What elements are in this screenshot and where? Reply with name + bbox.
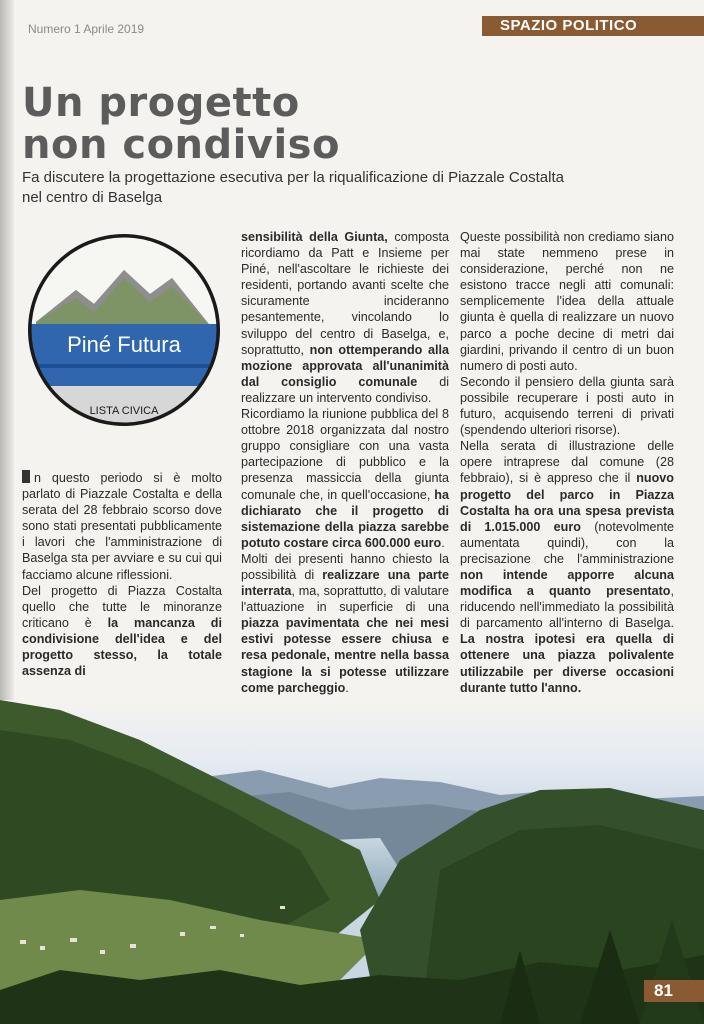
paragraph bbox=[22, 470, 222, 583]
title-line-1: Un progetto bbox=[22, 80, 300, 126]
emphasis-text: la mancanza di condivisione dell'idea e del progetto stesso, la totale assenza di bbox=[22, 615, 222, 679]
paragraph bbox=[241, 406, 449, 551]
article-column-1 bbox=[22, 470, 222, 679]
paragraph-text: (notevolmente aumentata quindi), con la precisazione che l'amministrazione bbox=[460, 519, 674, 566]
emphasis-text: La nostra ipotesi era quella di ottenere una piazza polivalente utilizzabile per diverse occasioni durante tutto l'anno. bbox=[460, 632, 674, 695]
article-title bbox=[22, 82, 340, 166]
paragraph bbox=[22, 583, 222, 680]
paragraph-text: . bbox=[345, 680, 349, 695]
pine-futura-logo bbox=[26, 232, 222, 428]
paragraph bbox=[241, 551, 449, 696]
paragraph-text: , ma, soprattutto, di valutare l'attuazione in superficie di una bbox=[241, 584, 449, 615]
emphasis-text: piazza pavimentata che nei mesi estivi potesse essere chiusa e resa pedonale, mentre nella bassa stagione la si potesse utilizzare come parcheggio bbox=[241, 616, 449, 695]
emphasis-text: realizzare una parte interrata bbox=[241, 567, 449, 599]
emphasis-text: sensibilità della Giunta, bbox=[241, 230, 388, 244]
paragraph-text: Ricordiamo la riunione pubblica del 8 ottobre 2018 organizzata dal nostro gruppo consigliare con una vasta partecipazione di pubblico e la presenza massiccia della giunta comunale che, in quell'occasione, bbox=[241, 407, 449, 502]
issue-label: Numero 1 Aprile 2019 bbox=[28, 22, 145, 36]
paragraph: Secondo il pensiero della giunta sarà possibile recuperare i posti auto in futuro, acquisendo terreni di privati (spendendo ulteriori risorse). bbox=[460, 374, 674, 438]
emphasis-text: non ottemperando alla mozione approvata all'unanimità dal consiglio comunale bbox=[241, 342, 449, 389]
paragraph-text: . bbox=[441, 535, 445, 550]
landscape-photo bbox=[0, 700, 704, 1024]
emphasis-text: non intende apporre alcuna modifica a quanto presentato bbox=[460, 567, 674, 599]
emphasis-text: nuovo progetto del parco in Piazza Costalta ha ora una spesa prevista di 1.015.000 euro bbox=[460, 471, 674, 534]
paragraph-text: di realizzare un intervento condiviso. bbox=[241, 374, 449, 405]
article-column-3 bbox=[460, 229, 674, 696]
paragraph-text: Molti dei presenti hanno chiesto la possibilità di bbox=[241, 551, 449, 582]
emphasis-text: ha dichiarato che il progetto di sistemazione della piazza sarebbe potuto costare circa 600.000 euro bbox=[241, 487, 449, 550]
dropcap-mark bbox=[22, 470, 30, 483]
paragraph-text: composta ricordiamo da Patt e Insieme per Piné, nell'ascoltare le richieste dei residenti, portando avanti scelte che sicuramente incideranno pesantemente, vincolando lo sviluppo del centro di Baselga, e, soprattutto, bbox=[241, 230, 449, 357]
paragraph: Queste possibilità non crediamo siano mai state nemmeno prese in considerazione, perché non ne esistono tracce negli atti comunali: semplicemente l'idea della attuale giunta è quella di realizzare un nuovo parco a poche decine di metri dai giardini, privando il centro di un buon numero di posti auto. bbox=[460, 230, 674, 373]
paragraph-text: Nella serata di illustrazione delle opere intraprese dal comune (28 febbraio), si è appreso che il bbox=[460, 439, 674, 486]
paragraph bbox=[241, 229, 449, 406]
section-tab: SPAZIO POLITICO bbox=[482, 16, 704, 36]
paragraph-text: n questo periodo si è molto parlato di Piazzale Costalta e della serata del 28 febbraio scorso dove sono stati presentati pubblicamente i lavori che l'amministrazione di Baselga sta per avviare e su cui qui facciamo alcune riflessioni. bbox=[22, 471, 222, 582]
paragraph-text: Del progetto di Piazza Costalta quello che tutte le minoranze criticano è bbox=[22, 583, 222, 630]
logo-name: Piné Futura bbox=[67, 332, 181, 357]
page-number: 81 bbox=[644, 980, 704, 1002]
logo-tagline: LISTA CIVICA bbox=[89, 405, 159, 417]
paragraph-text: , riducendo nell'immediato la possibilità di parcamento all'interno di Baselga. bbox=[460, 584, 674, 631]
article-subtitle: Fa discutere la progettazione esecutiva per la riqualificazione di Piazzale Costalta nel centro di Baselga bbox=[22, 169, 564, 206]
title-line-2: non condiviso bbox=[22, 122, 340, 168]
article-column-2 bbox=[241, 229, 449, 696]
paragraph bbox=[460, 438, 674, 696]
